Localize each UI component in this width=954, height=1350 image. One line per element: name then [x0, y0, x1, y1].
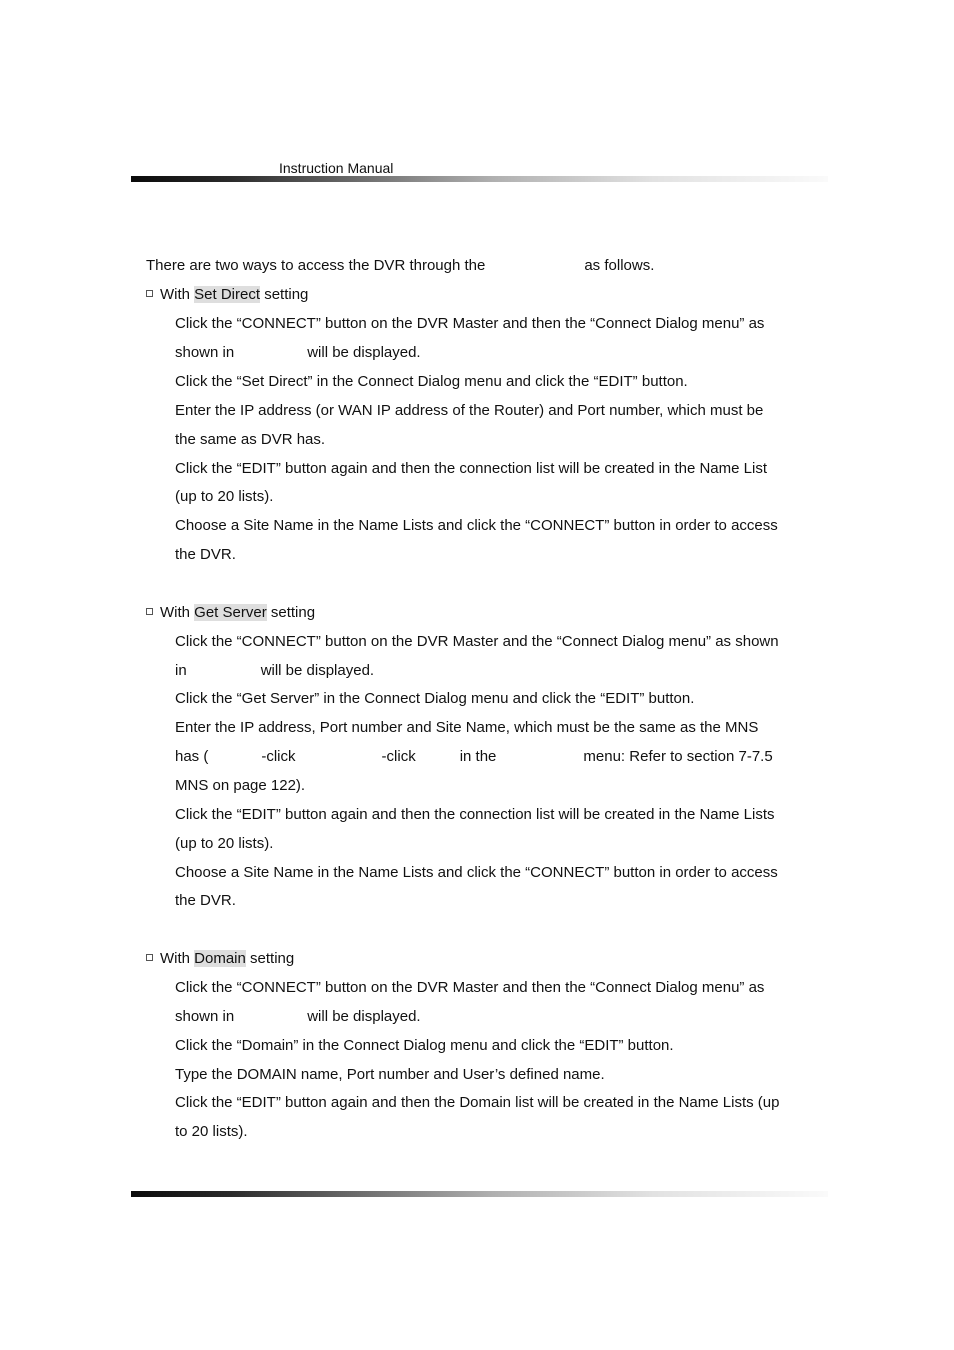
- footer-rule: [131, 1191, 828, 1197]
- text-fragment: in the: [459, 748, 497, 765]
- section-prefix: With: [160, 286, 190, 303]
- section-prefix: With: [160, 604, 190, 621]
- text-line: the DVR.: [175, 892, 236, 909]
- section-suffix: setting: [270, 604, 316, 621]
- text-line: the same as DVR has.: [175, 431, 326, 448]
- text-fragment: will be displayed.: [307, 1008, 421, 1025]
- section-highlight: Get Server: [194, 604, 267, 621]
- header-title: Instruction Manual: [279, 160, 394, 176]
- text-fragment: menu: Refer to section 7-7.5: [583, 748, 773, 765]
- square-bullet-icon: [146, 954, 153, 961]
- text-fragment: will be displayed.: [307, 344, 421, 361]
- text-line: Click the “CONNECT” button on the DVR Master and then the “Connect Dialog menu” as: [175, 979, 765, 996]
- header-rule: [131, 176, 828, 182]
- text-line: Type the DOMAIN name, Port number and User’s defined name.: [175, 1066, 605, 1083]
- text-line: [175, 662, 374, 680]
- text-line: Enter the IP address (or WAN IP address of the Router) and Port number, which must be: [175, 402, 764, 419]
- text-line: Choose a Site Name in the Name Lists and click the “CONNECT” button in order to access: [175, 864, 778, 881]
- text-fragment: shown in: [175, 1008, 235, 1025]
- intro-after: as follows.: [584, 257, 655, 274]
- text-fragment: -click: [381, 748, 416, 765]
- text-line: Choose a Site Name in the Name Lists and click the “CONNECT” button in order to access: [175, 517, 778, 534]
- text-line: MNS on page 122).: [175, 777, 306, 794]
- text-line: to 20 lists).: [175, 1123, 248, 1140]
- text-fragment: in: [175, 662, 187, 679]
- intro-line: [146, 257, 654, 275]
- text-line: Click the “EDIT” button again and then the Domain list will be created in the Name Lists (up: [175, 1094, 780, 1111]
- text-line: Click the “Domain” in the Connect Dialog menu and click the “EDIT” button.: [175, 1037, 674, 1054]
- text-line: [175, 748, 773, 766]
- text-line: Enter the IP address, Port number and Site Name, which must be the same as the MNS: [175, 719, 759, 736]
- section-heading-set-direct: [146, 286, 308, 304]
- square-bullet-icon: [146, 290, 153, 297]
- text-line: the DVR.: [175, 546, 236, 563]
- text-fragment: has (: [175, 748, 209, 765]
- text-line: Click the “CONNECT” button on the DVR Master and the “Connect Dialog menu” as shown: [175, 633, 779, 650]
- section-suffix: setting: [264, 286, 309, 303]
- section-highlight: Set Direct: [194, 286, 261, 303]
- section-suffix: setting: [250, 950, 295, 967]
- intro-before: There are two ways to access the DVR through the: [146, 257, 486, 274]
- text-line: (up to 20 lists).: [175, 488, 274, 505]
- text-fragment: shown in: [175, 344, 235, 361]
- text-line: Click the “EDIT” button again and then the connection list will be created in the Name Lists: [175, 806, 775, 823]
- text-line: (up to 20 lists).: [175, 835, 274, 852]
- text-fragment: will be displayed.: [260, 662, 375, 679]
- square-bullet-icon: [146, 608, 153, 615]
- text-line: Click the “Set Direct” in the Connect Dialog menu and click the “EDIT” button.: [175, 373, 688, 390]
- section-prefix: With: [160, 950, 190, 967]
- text-line: [175, 344, 421, 362]
- text-line: [175, 1008, 421, 1026]
- section-heading-get-server: [146, 604, 315, 622]
- text-line: Click the “CONNECT” button on the DVR Master and then the “Connect Dialog menu” as: [175, 315, 765, 332]
- text-line: Click the “EDIT” button again and then the connection list will be created in the Name List: [175, 460, 767, 477]
- text-fragment: -click: [261, 748, 296, 765]
- text-line: Click the “Get Server” in the Connect Dialog menu and click the “EDIT” button.: [175, 690, 695, 707]
- section-highlight: Domain: [194, 950, 246, 967]
- section-heading-domain: [146, 950, 294, 968]
